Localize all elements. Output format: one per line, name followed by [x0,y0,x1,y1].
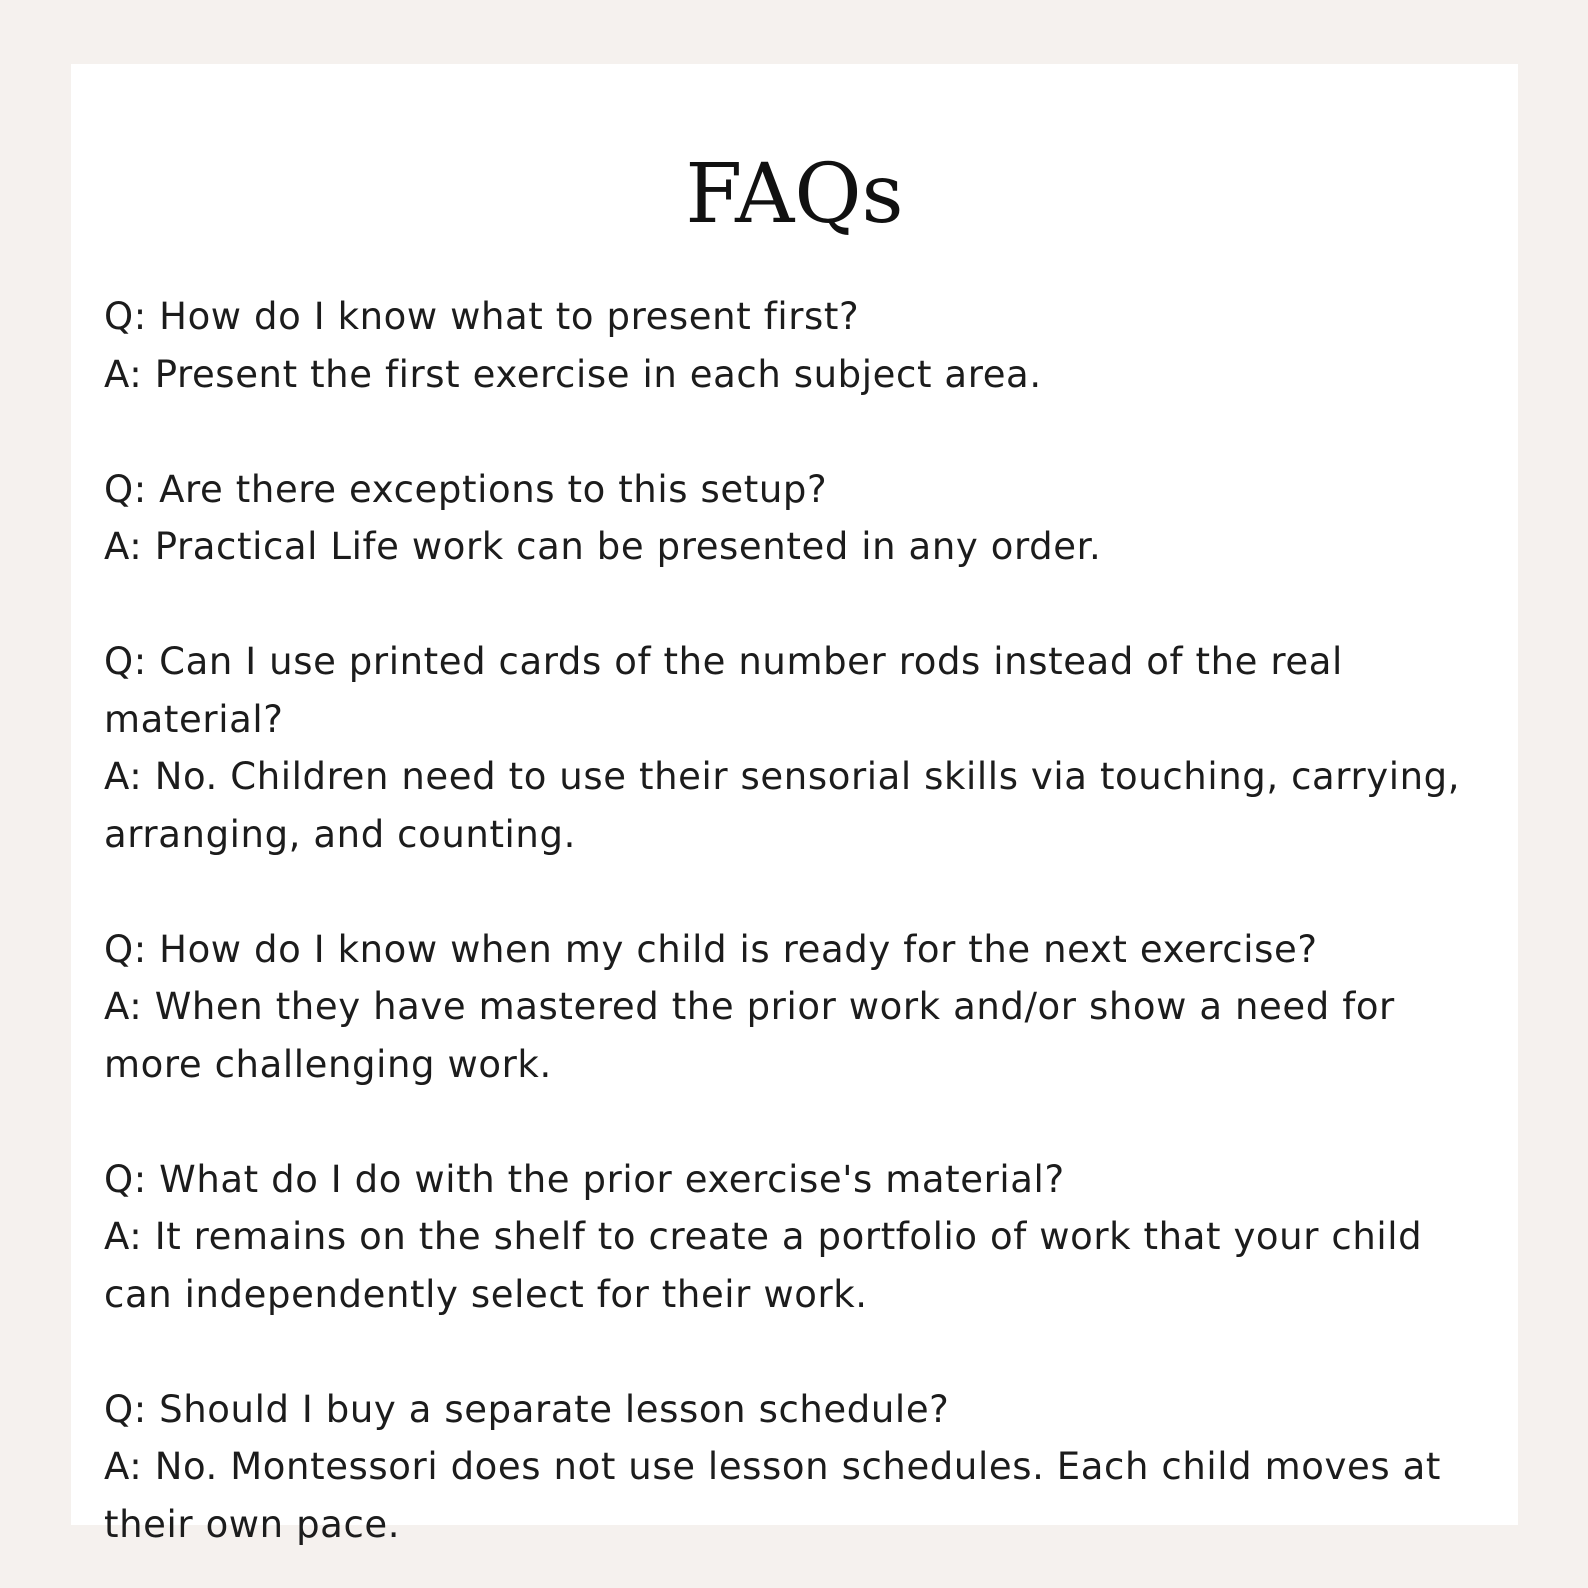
faq-item [104,1151,1489,1324]
faq-list [104,288,1489,1553]
faq-answer: A: When they have mastered the prior work and/or show a need for more challenging work. [104,985,1395,1086]
faq-answer: A: No. Children need to use their sensorial skills via touching, carrying, arranging, and counting. [104,755,1461,856]
page-title: FAQs [685,147,904,242]
faq-answer: A: Present the first exercise in each subject area. [104,352,1042,396]
faq-question: Q: How do I know when my child is ready for the next exercise? [104,927,1318,971]
faq-question: Q: Can I use printed cards of the number rods instead of the real material? [104,640,1343,741]
faq-question: Q: Are there exceptions to this setup? [104,467,828,511]
faq-card [71,64,1518,1546]
faq-item [104,921,1489,1094]
faq-item [104,461,1489,576]
faq-question: Q: Should I buy a separate lesson schedule? [104,1387,950,1431]
faq-answer: A: No. Montessori does not use lesson schedules. Each child moves at their own pace. [104,1445,1441,1546]
faq-answer: A: Practical Life work can be presented in any order. [104,525,1102,568]
faq-question: Q: How do I know what to present first? [104,295,860,338]
faq-question: Q: What do I do with the prior exercise's material? [104,1157,1065,1201]
faq-item [104,1381,1489,1554]
faq-item [104,288,1489,403]
faq-item [104,633,1489,863]
faq-answer: A: It remains on the shelf to create a portfolio of work that your child can independently select for their work. [104,1215,1423,1316]
